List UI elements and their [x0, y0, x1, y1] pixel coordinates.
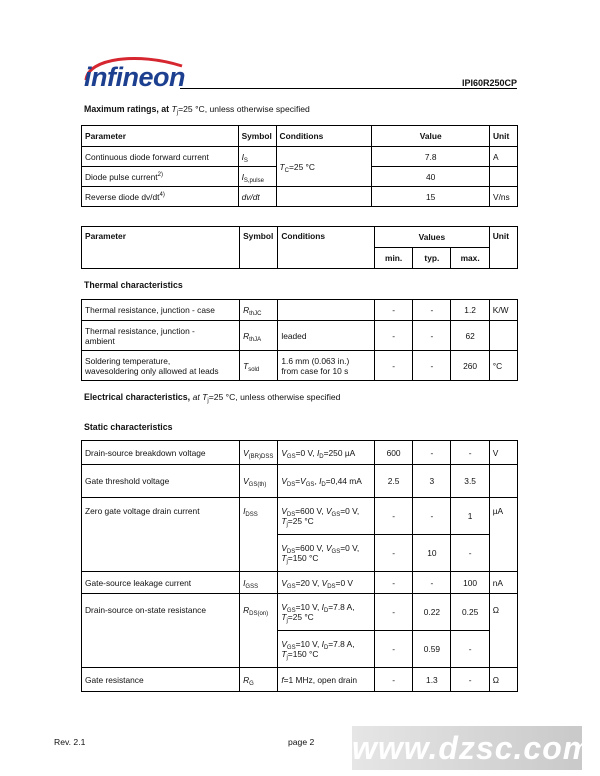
row-param: Drain-source on-state resistance — [82, 594, 240, 668]
row-condition — [278, 572, 375, 594]
table-row — [82, 321, 518, 351]
cond-text: =600 V, — [295, 506, 326, 516]
row-min: - — [374, 631, 412, 668]
row-max: - — [451, 631, 489, 668]
cond-sub: D — [323, 608, 329, 614]
row-min: - — [374, 498, 412, 535]
col-conditions: Conditions — [278, 227, 375, 269]
row-symbol — [240, 321, 278, 351]
row-unit: µA — [489, 498, 517, 572]
row-param: Zero gate voltage drain current — [82, 498, 240, 572]
row-unit — [489, 465, 517, 498]
electrical-title-tail: =25 °C, unless otherwise specified — [208, 392, 341, 402]
row-param: Drain-source breakdown voltage — [82, 441, 240, 465]
table-row — [82, 441, 518, 465]
row-typ: 10 — [413, 535, 451, 572]
cond-text: =250 µA — [323, 447, 356, 458]
row-condition — [278, 631, 375, 668]
cond-line-1: 1.6 mm (0.063 in.) — [281, 355, 350, 366]
row-min: - — [374, 535, 412, 572]
cond-var: V — [321, 577, 328, 588]
cond-var: V — [281, 543, 287, 553]
col-max: max. — [451, 248, 489, 269]
row-typ: - — [413, 572, 451, 594]
row-typ: - — [413, 300, 451, 321]
row-param — [82, 351, 240, 381]
table-row — [82, 498, 518, 535]
symbol-main: V — [243, 476, 249, 486]
row-symbol — [238, 187, 276, 207]
row-max: 0.25 — [451, 594, 489, 631]
cond-text: =7.8 A, — [328, 639, 355, 649]
symbol-main: I — [241, 171, 244, 182]
cond-text: =10 V, — [295, 602, 322, 612]
param-text: Diode pulse current — [85, 171, 158, 182]
table-row — [82, 187, 518, 207]
symbol-main: R — [243, 674, 250, 685]
row-min: 2.5 — [374, 465, 412, 498]
row-unit: °C — [489, 351, 517, 381]
electrical-title-pre: Electrical characteristics, — [84, 392, 193, 402]
col-typ: typ. — [413, 248, 451, 269]
symbol-main: V — [243, 447, 249, 458]
cond-var: V — [281, 476, 287, 486]
row-typ: 0.22 — [413, 594, 451, 631]
row-param — [82, 187, 239, 207]
max-ratings-table — [81, 125, 518, 207]
symbol-sub: (BR)DSS — [248, 453, 274, 460]
cond-sub: j — [286, 618, 288, 624]
cond-sub: GS — [286, 608, 296, 614]
symbol-main: T — [243, 360, 249, 371]
cond-var: T — [281, 516, 287, 526]
cond-sub: j — [286, 522, 288, 528]
col-conditions: Conditions — [276, 126, 372, 147]
cond-var: I — [319, 476, 322, 486]
table-row — [82, 668, 518, 692]
cond-var: I — [321, 639, 324, 649]
row-symbol — [240, 351, 278, 381]
row-condition: leaded — [278, 321, 375, 351]
symbol-sub: thJA — [249, 336, 262, 343]
cond-sym: T — [279, 161, 285, 172]
col-min: min. — [374, 248, 412, 269]
param-line-2: wavesoldering only allowed at leads — [85, 365, 219, 376]
symbol-sub: DSS — [245, 512, 258, 518]
row-typ: 3 — [413, 465, 451, 498]
cond-var: V — [281, 577, 287, 588]
footer-page: page 2 — [288, 737, 315, 747]
row-max: 260 — [451, 351, 489, 381]
cond-text: =10 V, — [295, 639, 322, 649]
row-max: - — [451, 441, 489, 465]
symbol-sub: GS(th) — [248, 482, 267, 488]
part-number: IPI60R250CP — [461, 78, 517, 88]
symbol-sub: sold — [248, 366, 260, 373]
shared-condition — [276, 147, 372, 187]
elec-t-symbol: at T — [192, 392, 208, 402]
symbol-main: R — [243, 330, 250, 341]
row-max: - — [451, 668, 489, 692]
table-row — [82, 300, 518, 321]
row-param — [82, 321, 240, 351]
max-ratings-title-pre: Maximum ratings, at — [84, 104, 172, 114]
row-max: 62 — [451, 321, 489, 351]
char-header-row — [82, 227, 518, 248]
cond-text: = — [295, 476, 301, 486]
row-condition — [276, 187, 372, 207]
row-value: 7.8 — [372, 147, 490, 167]
row-min: - — [374, 668, 412, 692]
row-value: 15 — [372, 187, 490, 207]
cond-var: V — [300, 476, 306, 486]
table-row — [82, 351, 518, 381]
row-value: 40 — [372, 167, 490, 187]
cond-sub: DS — [286, 549, 296, 555]
col-values: Values — [374, 227, 489, 248]
row-condition — [278, 351, 375, 381]
param-footnote: 4) — [159, 191, 165, 198]
symbol-main: dv/dt — [241, 191, 260, 202]
symbol-sub: S — [243, 157, 248, 164]
cond-var: V — [281, 506, 287, 516]
row-param: Gate threshold voltage — [82, 465, 240, 498]
row-symbol — [240, 300, 278, 321]
cond-text: =20 V, — [295, 577, 322, 588]
cond-sub: D — [323, 645, 329, 651]
param-line-2: ambient — [85, 335, 115, 346]
cond-var: V — [281, 602, 287, 612]
symbol-sub: DS(on) — [249, 611, 269, 617]
row-typ: - — [413, 498, 451, 535]
cond-var: V — [325, 506, 332, 516]
logo — [78, 50, 188, 98]
cond-sub: GS — [331, 512, 341, 518]
cond-sub: DS — [286, 482, 296, 488]
cond-text: , — [314, 476, 320, 486]
row-symbol — [238, 167, 276, 187]
cond-text: =1 MHz, open drain — [283, 674, 357, 685]
static-title: Static characteristics — [84, 422, 173, 432]
symbol-main: R — [243, 605, 250, 615]
title-t-sub: j — [176, 110, 179, 116]
footer-rev: Rev. 2.1 — [54, 737, 86, 747]
row-typ: 1.3 — [413, 668, 451, 692]
col-value: Value — [372, 126, 490, 147]
cond-text: =0 V, — [340, 506, 360, 516]
cond-text: =150 °C — [287, 649, 319, 659]
cond-post: =25 °C — [289, 161, 315, 172]
cond-text: =25 °C — [287, 516, 314, 526]
max-ratings-title — [84, 104, 310, 114]
row-min: - — [374, 300, 412, 321]
col-symbol: Symbol — [238, 126, 276, 147]
row-param: Continuous diode forward current — [82, 147, 239, 167]
cond-var: I — [321, 602, 324, 612]
symbol-sub: GSS — [245, 583, 259, 590]
row-unit: Ω — [489, 668, 517, 692]
row-symbol — [238, 147, 276, 167]
cond-var: f — [281, 674, 284, 685]
cond-text: =600 V, — [295, 543, 326, 553]
cond-sub: GS — [305, 482, 315, 488]
cond-text: =0,44 mA — [325, 476, 362, 486]
static-table — [81, 440, 518, 692]
row-symbol — [240, 572, 278, 594]
col-symbol: Symbol — [240, 227, 278, 269]
logo-text: infineon — [84, 62, 185, 92]
row-param: Gate-source leakage current — [82, 572, 240, 594]
row-max: 100 — [451, 572, 489, 594]
cond-var: T — [281, 553, 287, 563]
table-header-row — [82, 126, 518, 147]
row-symbol — [240, 594, 278, 668]
cond-text: =25 °C — [287, 612, 314, 622]
row-condition — [278, 668, 375, 692]
thermal-table — [81, 299, 518, 381]
symbol-main: I — [243, 506, 246, 516]
row-condition — [278, 441, 375, 465]
table-row — [82, 594, 518, 631]
table-row — [82, 572, 518, 594]
cond-sub: D — [319, 453, 324, 460]
cond-var: T — [281, 649, 287, 659]
cond-var: I — [316, 447, 320, 458]
row-unit: V/ns — [489, 187, 517, 207]
cond-line-2: from case for 10 s — [281, 365, 349, 376]
row-min: - — [374, 572, 412, 594]
row-min: - — [374, 594, 412, 631]
row-symbol — [240, 498, 278, 572]
table-row — [82, 147, 518, 167]
row-typ: - — [413, 351, 451, 381]
row-typ: 0.59 — [413, 631, 451, 668]
param-line-1: Soldering temperature, — [85, 355, 171, 366]
row-param: Thermal resistance, junction - case — [82, 300, 240, 321]
row-param: Gate resistance — [82, 668, 240, 692]
row-condition — [278, 498, 375, 535]
elec-t-sub: j — [207, 398, 209, 404]
row-condition — [278, 535, 375, 572]
symbol-sub: G — [249, 680, 254, 687]
row-min: - — [374, 321, 412, 351]
param-text: Reverse diode dv/dt — [85, 191, 160, 202]
row-max: - — [451, 535, 489, 572]
row-unit — [489, 167, 517, 187]
cond-text: =150 °C — [287, 553, 319, 563]
row-symbol — [240, 465, 278, 498]
table-row — [82, 465, 518, 498]
thermal-title: Thermal characteristics — [84, 280, 183, 290]
row-typ: - — [413, 321, 451, 351]
row-min: - — [374, 351, 412, 381]
cond-sub: j — [286, 655, 288, 661]
col-unit: Unit — [489, 126, 517, 147]
row-max: 1 — [451, 498, 489, 535]
symbol-sub: S,pulse — [243, 177, 264, 184]
row-unit: A — [489, 147, 517, 167]
row-typ: - — [413, 441, 451, 465]
max-ratings-title-post: =25 °C, unless otherwise specified — [178, 104, 310, 114]
watermark: www.dzsc.com — [352, 726, 582, 770]
cond-var: T — [281, 612, 287, 622]
cond-sub: DS — [327, 583, 336, 590]
cond-sub: DS — [286, 512, 296, 518]
row-min: 600 — [374, 441, 412, 465]
characteristics-table — [81, 226, 518, 269]
col-parameter: Parameter — [82, 126, 239, 147]
row-condition — [278, 465, 375, 498]
cond-text: =0 V, — [340, 543, 360, 553]
row-symbol — [240, 668, 278, 692]
param-footnote: 2) — [157, 171, 163, 178]
col-parameter: Parameter — [82, 227, 240, 269]
param-line-1: Thermal resistance, junction - — [85, 325, 195, 336]
cond-sub: GS — [286, 453, 296, 460]
cond-sub: GS — [286, 583, 296, 590]
cond-sub: C — [284, 167, 290, 174]
row-max: 1.2 — [451, 300, 489, 321]
row-condition — [278, 300, 375, 321]
row-unit: K/W — [489, 300, 517, 321]
cond-var: V — [281, 447, 287, 458]
symbol-sub: thJC — [249, 311, 262, 317]
cond-sub: GS — [331, 549, 341, 555]
header-rule — [180, 88, 517, 89]
row-unit: V — [489, 441, 517, 465]
row-unit — [489, 321, 517, 351]
electrical-title — [84, 392, 340, 402]
symbol-main: I — [241, 151, 244, 162]
row-param — [82, 167, 239, 187]
cond-text: =0 V — [335, 577, 354, 588]
cond-sub: GS — [286, 645, 296, 651]
row-condition — [278, 594, 375, 631]
row-symbol — [240, 441, 278, 465]
symbol-main: R — [243, 305, 250, 315]
symbol-main: I — [243, 577, 246, 588]
cond-var: V — [281, 639, 287, 649]
col-unit: Unit — [489, 227, 517, 269]
row-unit: nA — [489, 572, 517, 594]
cond-var: V — [325, 543, 332, 553]
cond-text: =0 V, — [295, 447, 317, 458]
title-t-symbol: T — [171, 104, 177, 114]
row-unit: Ω — [489, 594, 517, 668]
row-max: 3.5 — [451, 465, 489, 498]
cond-sub: j — [286, 559, 288, 565]
cond-text: =7.8 A, — [328, 602, 355, 612]
cond-sub: D — [321, 482, 326, 488]
